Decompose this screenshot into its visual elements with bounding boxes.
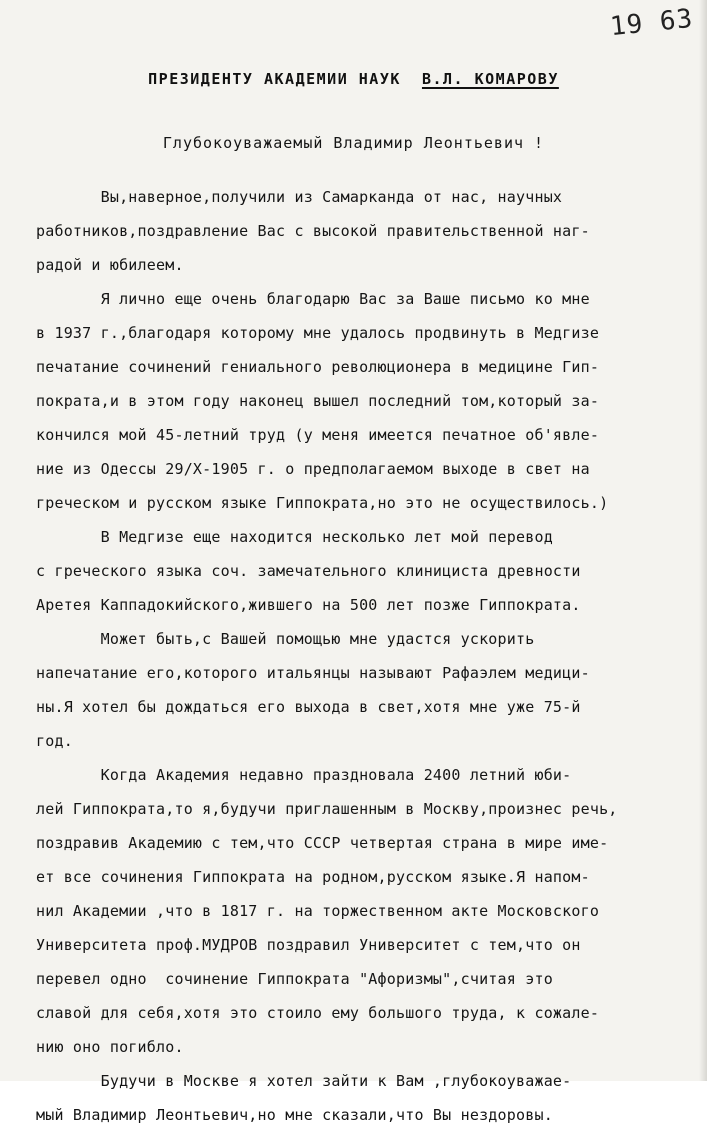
- text-line: славой для себя,хотя это стоило ему большого труда, к сожале-: [36, 1004, 600, 1022]
- text-line: Вы,наверное,получили из Самарканда от нас, научных: [36, 188, 563, 206]
- text-line: работников,поздравление Вас с высокой правительственной наг-: [36, 222, 590, 240]
- paragraph: [36, 282, 696, 520]
- letter-body: [36, 180, 696, 1132]
- paragraph: [36, 1064, 696, 1132]
- page-number: 19 63: [608, 3, 695, 43]
- text-line: напечатание его,которого итальянцы называют Рафаэлем медици-: [36, 664, 590, 682]
- text-line: мый Владимир Леонтьевич,но мне сказали,что Вы нездоровы.: [36, 1106, 553, 1124]
- text-line: в 1937 г.,благодаря которому мне удалось продвинуть в Медгизе: [36, 324, 600, 342]
- salutation: Глубокоуважаемый Владимир Леонтьевич !: [162, 134, 545, 152]
- paragraph: [36, 622, 696, 758]
- paragraph: [36, 180, 696, 282]
- text-line: с греческого языка соч. замечательного клинициста древности: [36, 562, 581, 580]
- text-line: ны.Я хотел бы дождаться его выхода в свет,хотя мне уже 75-й: [36, 698, 581, 716]
- text-line: год.: [36, 732, 73, 750]
- paragraph: [36, 758, 696, 1064]
- text-line: лей Гиппократа,то я,будучи приглашенным в Москву,произнес речь,: [36, 800, 618, 818]
- text-line: поздравив Академию с тем,что СССР четвертая страна в мире име-: [36, 834, 609, 852]
- text-line: Университета проф.МУДРОВ поздравил Университет с тем,что он: [36, 936, 581, 954]
- text-line: нил Академии ,что в 1817 г. на торжественном акте Московского: [36, 902, 600, 920]
- text-line: Может быть,с Вашей помощью мне удастся ускорить: [36, 630, 535, 648]
- text-line: Будучи в Москве я хотел зайти к Вам ,глубокоуважае-: [36, 1072, 572, 1090]
- text-line: кончился мой 45-летний труд (у меня имеется печатное об'явле-: [36, 426, 600, 444]
- text-line: перевел одно сочинение Гиппократа "Афоризмы",считая это: [36, 970, 553, 988]
- text-line: ние из Одессы 29/X-1905 г. о предполагаемом выходе в свет на: [36, 460, 590, 478]
- page-edge: [699, 0, 707, 1081]
- paragraph: [36, 520, 696, 622]
- heading-recipient-name: В.Л. КОМАРОВУ: [421, 70, 559, 88]
- text-line: Когда Академия недавно праздновала 2400 летний юби-: [36, 766, 572, 784]
- text-line: греческом и русском языке Гиппократа,но это не осуществилось.): [36, 494, 609, 512]
- text-line: Я лично еще очень благодарю Вас за Ваше письмо ко мне: [36, 290, 590, 308]
- letter-heading: [0, 70, 707, 88]
- text-line: печатание сочинений гениального революционера в медицине Гип-: [36, 358, 600, 376]
- text-line: ет все сочинения Гиппократа на родном,русском языке.Я напом-: [36, 868, 590, 886]
- text-line: пократа,и в этом году наконец вышел последний том,который за-: [36, 392, 600, 410]
- text-line: нию оно погибло.: [36, 1038, 184, 1056]
- text-line: радой и юбилеем.: [36, 256, 184, 274]
- text-line: Аретея Каппадокийского,жившего на 500 лет позже Гиппократа.: [36, 596, 581, 614]
- heading-prefix: ПРЕЗИДЕНТУ АКАДЕМИИ НАУК: [148, 70, 401, 88]
- text-line: В Медгизе еще находится несколько лет мой перевод: [36, 528, 553, 546]
